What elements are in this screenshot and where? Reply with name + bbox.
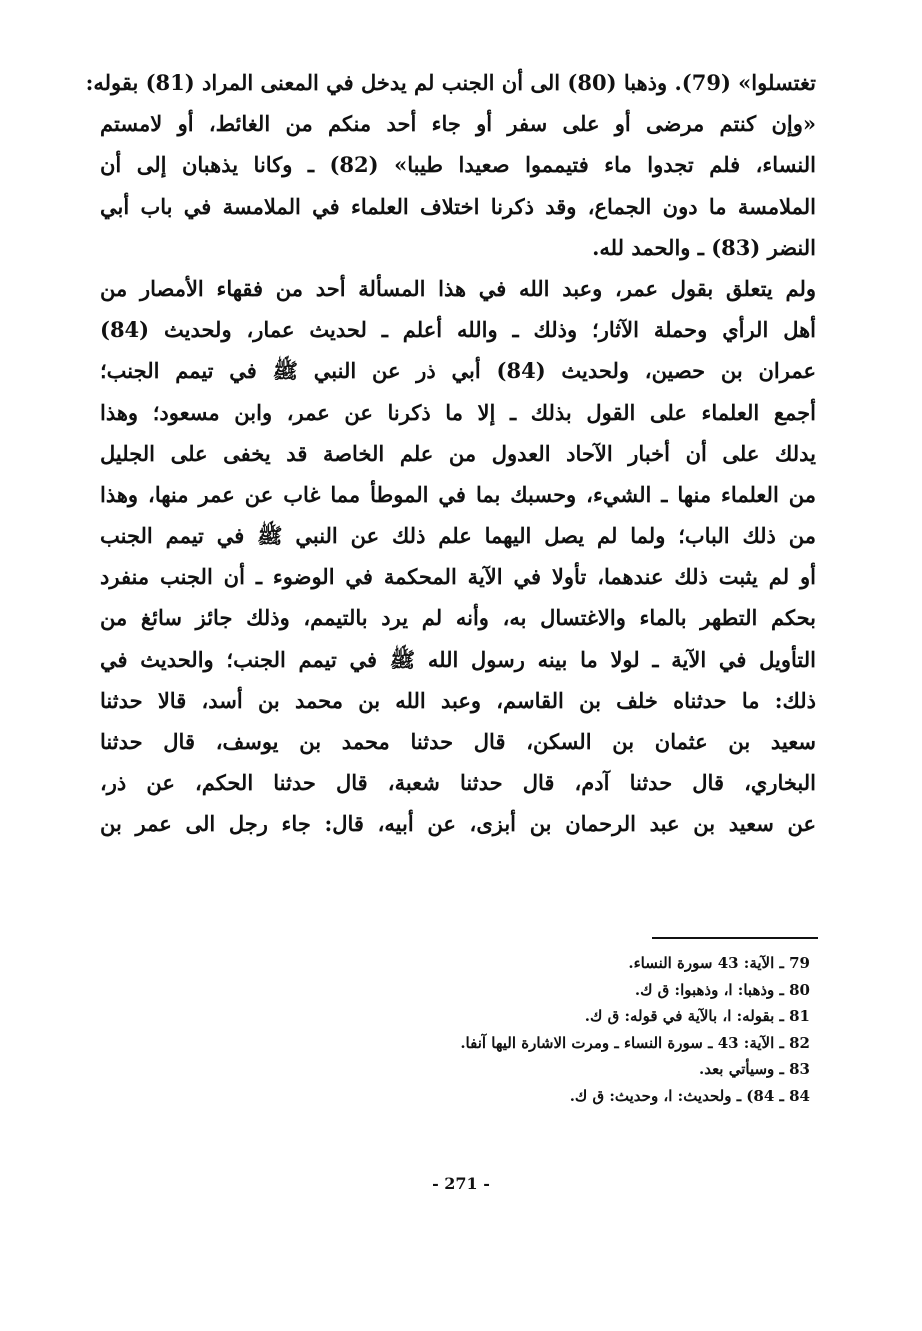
footnote-item: 84 ـ 84) ـ ولحديث: ا، وحديث: ق ك. [569, 1086, 810, 1105]
text-line: البخاري، قال حدثنا آدم، قال حدثنا شعبة، قال حدثنا الحكم، عن ذر، [100, 770, 816, 796]
text-line: التأويل في الآية ـ لولا ما بينه رسول الله ﷺ في تيمم الجنب؛ والحديث في [100, 646, 816, 672]
text-line: عن سعيد بن عبد الرحمان بن أبزى، عن أبيه، قال: جاء رجل الى عمر بن [100, 811, 816, 837]
text-line: تغتسلوا» (79). وذهبا (80) الى أن الجنب لم يدخل في المعنى المراد (81) بقوله: [85, 70, 816, 95]
text-line: سعيد بن عثمان بن السكن، قال حدثنا محمد بن يوسف، قال حدثنا [100, 729, 816, 754]
text-line: ذلك: ما حدثناه خلف بن القاسم، وعبد الله بن محمد بن أسد، قالا حدثنا [100, 687, 816, 713]
text-line: من العلماء منها ـ الشيء، وحسبك بما في الموطأ مما غاب عن عمر منها، وهذا [100, 481, 816, 507]
text-line: الملامسة ما دون الجماع، وقد ذكرنا اختلاف العلماء في الملامسة في باب أبي [100, 193, 816, 219]
text-line: يدلك على أن أخبار الآحاد العدول من علم الخاصة قد يخفى على الجليل [100, 440, 816, 466]
page-number: - 271 - [432, 1174, 490, 1193]
text-line: عمران بن حصين، ولحديث (84) أبي ذر عن النبي ﷺ في تيمم الجنب؛ [100, 358, 817, 384]
footnote-item: 82 ـ الآية: 43 ـ سورة النساء ـ ومرت الاشارة اليها آنفا. [460, 1033, 810, 1052]
footnote-item: 81 ـ بقوله: ا، بالآية في قوله: ق ك. [584, 1007, 810, 1025]
text-line: ولم يتعلق بقول عمر، وعبد الله في هذا المسألة أحد من فقهاء الأمصار من [100, 275, 816, 301]
footnote-item: 83 ـ وسيأتي بعد. [698, 1060, 810, 1078]
text-line: «وإن كنتم مرضى أو على سفر أو جاء أحد منكم من الغائط، أو لامستم [100, 111, 816, 137]
main-text-block [85, 62, 817, 845]
text-line: أهل الرأي وحملة الآثار؛ وذلك ـ والله أعلم ـ لحديث عمار، ولحديث (84) [100, 317, 816, 343]
text-line: أو لم يثبت ذلك عندهما، تأولا في الآية المحكمة في الوضوء ـ أن الجنب منفرد [100, 564, 816, 590]
text-line: النضر (83) ـ والحمد لله. [592, 234, 816, 260]
text-line: بحكم التطهر بالماء والاغتسال به، وأنه لم يرد بالتيمم، وذلك جائز سائغ من [100, 605, 816, 631]
text-line: أجمع العلماء على القول بذلك ـ إلا ما ذكرنا عن عمر، وابن مسعود؛ وهذا [100, 399, 816, 425]
footnotes [300, 950, 810, 1109]
footnote-item: 80 ـ وذهبا: ا، وذهبوا: ق ك. [634, 980, 810, 999]
text-line: النساء، فلم تجدوا ماء فتيمموا صعيدا طيبا» (82) ـ وكانا يذهبان إلى أن [100, 152, 817, 178]
footnote-separator [652, 937, 818, 939]
text-line: من ذلك الباب؛ ولما لم يصل اليهما علم ذلك عن النبي ﷺ في تيمم الجنب [100, 523, 816, 549]
footnote-item: 79 ـ الآية: 43 سورة النساء. [628, 954, 810, 972]
